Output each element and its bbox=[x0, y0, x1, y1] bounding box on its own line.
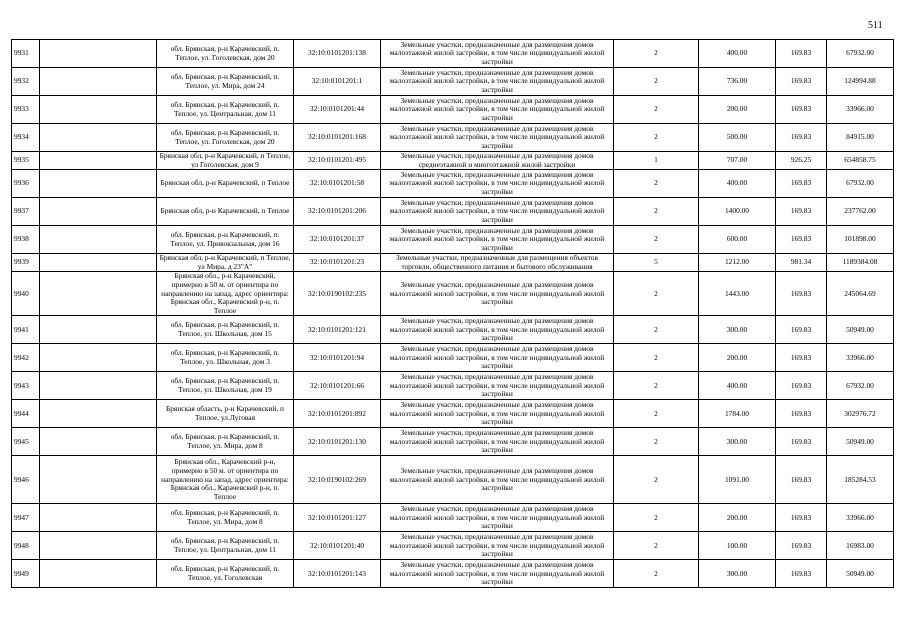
empty-cell bbox=[40, 96, 157, 124]
cadastral-value-table bbox=[11, 39, 894, 588]
land-use-cell: Земельные участки, предназначенные для размещения домов малоэтажной жилой застройки, в том числе индивидуальной жилой застройки bbox=[381, 428, 614, 456]
area-cell: 300.00 bbox=[699, 428, 776, 456]
rate-cell: 169.83 bbox=[776, 96, 827, 124]
land-use-cell: Земельные участки, предназначенные для размещения домов малоэтажной жилой застройки, в том числе индивидуальной жилой застройки bbox=[381, 532, 614, 560]
cadastral-number-cell: 32:10:0101201:1 bbox=[294, 68, 381, 96]
category-cell: 2 bbox=[614, 532, 699, 560]
rate-cell: 169.83 bbox=[776, 198, 827, 226]
row-number-cell: 9942 bbox=[12, 344, 40, 372]
address-cell: Брянская обл., р-н Карачевский, примерно в 50 м. от ориентира по направлению на запад, адрес ориентира: Брянская обл., Карачевский р-н, п. Теплое bbox=[157, 272, 294, 316]
rate-cell: 169.83 bbox=[776, 504, 827, 532]
cadastral-value-cell: 1189384.08 bbox=[827, 254, 894, 272]
rate-cell: 169.83 bbox=[776, 400, 827, 428]
cadastral-number-cell: 32:10:0101201:40 bbox=[294, 532, 381, 560]
area-cell: 600.00 bbox=[699, 226, 776, 254]
cadastral-value-cell: 33966.00 bbox=[827, 96, 894, 124]
rate-cell: 169.83 bbox=[776, 532, 827, 560]
land-use-cell: Земельные участки, предназначенные для размещения домов малоэтажной жилой застройки, в том числе индивидуальной жилой застройки bbox=[381, 198, 614, 226]
empty-cell bbox=[40, 456, 157, 504]
row-number-cell: 9931 bbox=[12, 40, 40, 68]
empty-cell bbox=[40, 400, 157, 428]
cadastral-number-cell: 32:10:0101201:143 bbox=[294, 560, 381, 588]
address-cell: Брянская обл, р-н Карачевский, п Теплое, ул Мира, д 23"А" bbox=[157, 254, 294, 272]
row-number-cell: 9943 bbox=[12, 372, 40, 400]
empty-cell bbox=[40, 152, 157, 170]
address-cell: обл. Брянская, р-н Карачевский, п. Теплое, ул. Школьная, дом 3 bbox=[157, 344, 294, 372]
empty-cell bbox=[40, 226, 157, 254]
row-number-cell: 9949 bbox=[12, 560, 40, 588]
cadastral-number-cell: 32:10:0101201:58 bbox=[294, 170, 381, 198]
table-row bbox=[12, 96, 894, 124]
category-cell: 5 bbox=[614, 254, 699, 272]
rate-cell: 169.83 bbox=[776, 560, 827, 588]
address-cell: обл. Брянская, р-н Карачевский, п. Теплое, ул. Центральная, дом 11 bbox=[157, 96, 294, 124]
cadastral-value-cell: 185284.53 bbox=[827, 456, 894, 504]
address-cell: Брянская обл, р-н Карачевский, п Теплое bbox=[157, 170, 294, 198]
rate-cell: 169.83 bbox=[776, 316, 827, 344]
table-row bbox=[12, 372, 894, 400]
rate-cell: 926.25 bbox=[776, 152, 827, 170]
cadastral-value-cell: 101898.00 bbox=[827, 226, 894, 254]
address-cell: обл. Брянская, р-н Карачевский, п. Теплое, ул. Мира, дом 8 bbox=[157, 504, 294, 532]
rate-cell: 169.83 bbox=[776, 124, 827, 152]
table-row bbox=[12, 170, 894, 198]
cadastral-number-cell: 32:10:0101201:66 bbox=[294, 372, 381, 400]
cadastral-value-cell: 67932.00 bbox=[827, 40, 894, 68]
row-number-cell: 9948 bbox=[12, 532, 40, 560]
rate-cell: 169.83 bbox=[776, 170, 827, 198]
cadastral-value-cell: 67932.00 bbox=[827, 372, 894, 400]
area-cell: 500.00 bbox=[699, 124, 776, 152]
area-cell: 400.00 bbox=[699, 40, 776, 68]
category-cell: 2 bbox=[614, 124, 699, 152]
area-cell: 200.00 bbox=[699, 344, 776, 372]
cadastral-number-cell: 32:10:0101201:892 bbox=[294, 400, 381, 428]
address-cell: обл. Брянская, р-н Карачевский, п. Теплое, ул. Мира, дом 24 bbox=[157, 68, 294, 96]
rate-cell: 169.83 bbox=[776, 272, 827, 316]
empty-cell bbox=[40, 560, 157, 588]
empty-cell bbox=[40, 532, 157, 560]
cadastral-value-cell: 84915.00 bbox=[827, 124, 894, 152]
address-cell: обл. Брянская, р-н Карачевский, п. Теплое, ул. Гоголевская, дом 20 bbox=[157, 40, 294, 68]
area-cell: 300.00 bbox=[699, 560, 776, 588]
category-cell: 2 bbox=[614, 372, 699, 400]
cadastral-number-cell: 32:10:0101201:121 bbox=[294, 316, 381, 344]
land-use-cell: Земельные участки, предназначенные для размещения домов малоэтажной жилой застройки, в том числе индивидуальной жилой застройки bbox=[381, 96, 614, 124]
empty-cell bbox=[40, 316, 157, 344]
rate-cell: 169.83 bbox=[776, 68, 827, 96]
row-number-cell: 9934 bbox=[12, 124, 40, 152]
cadastral-value-cell: 124994.88 bbox=[827, 68, 894, 96]
empty-cell bbox=[40, 428, 157, 456]
category-cell: 2 bbox=[614, 344, 699, 372]
empty-cell bbox=[40, 504, 157, 532]
land-use-cell: Земельные участки, предназначенные для размещения домов малоэтажной жилой застройки, в том числе индивидуальной жилой застройки bbox=[381, 170, 614, 198]
cadastral-value-cell: 50949.00 bbox=[827, 428, 894, 456]
row-number-cell: 9933 bbox=[12, 96, 40, 124]
table-row bbox=[12, 560, 894, 588]
table-row bbox=[12, 254, 894, 272]
empty-cell bbox=[40, 198, 157, 226]
land-use-cell: Земельные участки, предназначенные для размещения домов малоэтажной жилой застройки, в том числе индивидуальной жилой застройки bbox=[381, 504, 614, 532]
row-number-cell: 9940 bbox=[12, 272, 40, 316]
cadastral-value-cell: 16983.00 bbox=[827, 532, 894, 560]
empty-cell bbox=[40, 372, 157, 400]
cadastral-number-cell: 32:10:0101201:206 bbox=[294, 198, 381, 226]
address-cell: Брянская обл, р-н Карачевский, п Теплое bbox=[157, 198, 294, 226]
cadastral-number-cell: 32:10:0101201:23 bbox=[294, 254, 381, 272]
area-cell: 200.00 bbox=[699, 504, 776, 532]
area-cell: 300.00 bbox=[699, 316, 776, 344]
area-cell: 1400.00 bbox=[699, 198, 776, 226]
cadastral-value-cell: 67932.00 bbox=[827, 170, 894, 198]
cadastral-number-cell: 32:10:0101201:44 bbox=[294, 96, 381, 124]
rate-cell: 169.83 bbox=[776, 226, 827, 254]
cadastral-number-cell: 32:10:0190102:235 bbox=[294, 272, 381, 316]
area-cell: 707.00 bbox=[699, 152, 776, 170]
row-number-cell: 9941 bbox=[12, 316, 40, 344]
area-cell: 400.00 bbox=[699, 372, 776, 400]
row-number-cell: 9936 bbox=[12, 170, 40, 198]
land-use-cell: Земельные участки, предназначенные для размещения домов малоэтажной жилой застройки, в том числе индивидуальной жилой застройки bbox=[381, 40, 614, 68]
land-use-cell: Земельные участки, предназначенные для размещения домов малоэтажной жилой застройки, в том числе индивидуальной жилой застройки bbox=[381, 226, 614, 254]
cadastral-value-cell: 245064.69 bbox=[827, 272, 894, 316]
row-number-cell: 9945 bbox=[12, 428, 40, 456]
row-number-cell: 9938 bbox=[12, 226, 40, 254]
row-number-cell: 9937 bbox=[12, 198, 40, 226]
address-cell: Брянская обл, р-н Карачевский, п Теплое, ул Гоголевская, дом 9 bbox=[157, 152, 294, 170]
row-number-cell: 9947 bbox=[12, 504, 40, 532]
land-use-cell: Земельные участки, предназначенные для размещения домов малоэтажной жилой застройки, в том числе индивидуальной жилой застройки bbox=[381, 560, 614, 588]
cadastral-value-cell: 50949.00 bbox=[827, 316, 894, 344]
land-use-cell: Земельные участки, предназначенные для размещения объектов торговли, общественного питания и бытового обслуживания bbox=[381, 254, 614, 272]
land-use-cell: Земельные участки, предназначенные для размещения домов малоэтажной жилой застройки, в том числе индивидуальной жилой застройки bbox=[381, 456, 614, 504]
category-cell: 2 bbox=[614, 170, 699, 198]
page-number: 511 bbox=[868, 20, 883, 31]
table-row bbox=[12, 40, 894, 68]
table-row bbox=[12, 532, 894, 560]
rate-cell: 169.83 bbox=[776, 372, 827, 400]
category-cell: 1 bbox=[614, 152, 699, 170]
cadastral-value-cell: 302976.72 bbox=[827, 400, 894, 428]
table-row bbox=[12, 456, 894, 504]
area-cell: 1212.00 bbox=[699, 254, 776, 272]
empty-cell bbox=[40, 272, 157, 316]
category-cell: 2 bbox=[614, 198, 699, 226]
area-cell: 100.00 bbox=[699, 532, 776, 560]
rate-cell: 169.83 bbox=[776, 40, 827, 68]
address-cell: обл. Брянская, р-н Карачевский, п. Теплое, ул. Школьная, дом 15 bbox=[157, 316, 294, 344]
address-cell: обл. Брянская, р-н Карачевский, п. Теплое, ул. Гоголевская bbox=[157, 560, 294, 588]
cadastral-value-cell: 50949.00 bbox=[827, 560, 894, 588]
table-row bbox=[12, 198, 894, 226]
category-cell: 2 bbox=[614, 272, 699, 316]
area-cell: 200.00 bbox=[699, 96, 776, 124]
address-cell: обл. Брянская, р-н Карачевский, п. Теплое, ул. Мира, дом 8 bbox=[157, 428, 294, 456]
land-use-cell: Земельные участки, предназначенные для размещения домов малоэтажной жилой застройки, в том числе индивидуальной жилой застройки bbox=[381, 372, 614, 400]
cadastral-value-cell: 33966.00 bbox=[827, 344, 894, 372]
address-cell: Брянская область, р-н Карачевский, п Теплое, ул.Луговая bbox=[157, 400, 294, 428]
address-cell: обл. Брянская, р-н Карачевский, п. Теплое, ул. Привокзальная, дом 16 bbox=[157, 226, 294, 254]
address-cell: Брянская обл., Карачевский р-н, примерно в 50 м. от ориентира по направлению на запад, адрес ориентира: Брянская обл., Карачевский р-н, п. Теплое bbox=[157, 456, 294, 504]
cadastral-value-cell: 33966.00 bbox=[827, 504, 894, 532]
table-row bbox=[12, 68, 894, 96]
category-cell: 2 bbox=[614, 96, 699, 124]
land-use-cell: Земельные участки, предназначенные для размещения домов малоэтажной жилой застройки, в том числе индивидуальной жилой застройки bbox=[381, 344, 614, 372]
area-cell: 1091.00 bbox=[699, 456, 776, 504]
empty-cell bbox=[40, 124, 157, 152]
empty-cell bbox=[40, 68, 157, 96]
table-row bbox=[12, 344, 894, 372]
category-cell: 2 bbox=[614, 316, 699, 344]
land-use-cell: Земельные участки, предназначенные для размещения домов малоэтажной жилой застройки, в том числе индивидуальной жилой застройки bbox=[381, 68, 614, 96]
category-cell: 2 bbox=[614, 428, 699, 456]
table-row bbox=[12, 152, 894, 170]
area-cell: 736.00 bbox=[699, 68, 776, 96]
row-number-cell: 9935 bbox=[12, 152, 40, 170]
cadastral-number-cell: 32:10:0101201:127 bbox=[294, 504, 381, 532]
area-cell: 1443.00 bbox=[699, 272, 776, 316]
table-row bbox=[12, 504, 894, 532]
address-cell: обл. Брянская, р-н Карачевский, п. Теплое, ул. Гоголевская, дом 20 bbox=[157, 124, 294, 152]
category-cell: 2 bbox=[614, 40, 699, 68]
address-cell: обл. Брянская, р-н Карачевский, п. Теплое, ул. Школьная, дом 19 bbox=[157, 372, 294, 400]
row-number-cell: 9944 bbox=[12, 400, 40, 428]
category-cell: 2 bbox=[614, 226, 699, 254]
rate-cell: 169.83 bbox=[776, 428, 827, 456]
cadastral-number-cell: 32:10:0101201:168 bbox=[294, 124, 381, 152]
land-use-cell: Земельные участки, предназначенные для размещения домов среднеэтажной и многоэтажной жилой застройки bbox=[381, 152, 614, 170]
rate-cell: 169.83 bbox=[776, 456, 827, 504]
rate-cell: 981.34 bbox=[776, 254, 827, 272]
table-row bbox=[12, 124, 894, 152]
table-row bbox=[12, 316, 894, 344]
row-number-cell: 9939 bbox=[12, 254, 40, 272]
cadastral-number-cell: 32:10:0101201:130 bbox=[294, 428, 381, 456]
address-cell: обл. Брянская, р-н Карачевский, п. Теплое, ул. Центральная, дом 11 bbox=[157, 532, 294, 560]
empty-cell bbox=[40, 170, 157, 198]
category-cell: 2 bbox=[614, 68, 699, 96]
cadastral-number-cell: 32:10:0190102:269 bbox=[294, 456, 381, 504]
empty-cell bbox=[40, 40, 157, 68]
land-use-cell: Земельные участки, предназначенные для размещения домов малоэтажной жилой застройки, в том числе индивидуальной жилой застройки bbox=[381, 400, 614, 428]
table-row bbox=[12, 272, 894, 316]
land-use-cell: Земельные участки, предназначенные для размещения домов малоэтажной жилой застройки, в том числе индивидуальной жилой застройки bbox=[381, 272, 614, 316]
row-number-cell: 9946 bbox=[12, 456, 40, 504]
row-number-cell: 9932 bbox=[12, 68, 40, 96]
cadastral-number-cell: 32:10:0101201:37 bbox=[294, 226, 381, 254]
rate-cell: 169.83 bbox=[776, 344, 827, 372]
land-use-cell: Земельные участки, предназначенные для размещения домов малоэтажной жилой застройки, в том числе индивидуальной жилой застройки bbox=[381, 316, 614, 344]
land-use-cell: Земельные участки, предназначенные для размещения домов малоэтажной жилой застройки, в том числе индивидуальной жилой застройки bbox=[381, 124, 614, 152]
empty-cell bbox=[40, 344, 157, 372]
cadastral-number-cell: 32:10:0101201:94 bbox=[294, 344, 381, 372]
area-cell: 400.00 bbox=[699, 170, 776, 198]
cadastral-value-cell: 237762.00 bbox=[827, 198, 894, 226]
cadastral-number-cell: 32:10:0101201:495 bbox=[294, 152, 381, 170]
category-cell: 2 bbox=[614, 560, 699, 588]
table-row bbox=[12, 428, 894, 456]
category-cell: 2 bbox=[614, 456, 699, 504]
cadastral-number-cell: 32:10:0101201:138 bbox=[294, 40, 381, 68]
table-row bbox=[12, 226, 894, 254]
category-cell: 2 bbox=[614, 400, 699, 428]
empty-cell bbox=[40, 254, 157, 272]
category-cell: 2 bbox=[614, 504, 699, 532]
cadastral-value-cell: 654858.75 bbox=[827, 152, 894, 170]
table-row bbox=[12, 400, 894, 428]
area-cell: 1784.00 bbox=[699, 400, 776, 428]
